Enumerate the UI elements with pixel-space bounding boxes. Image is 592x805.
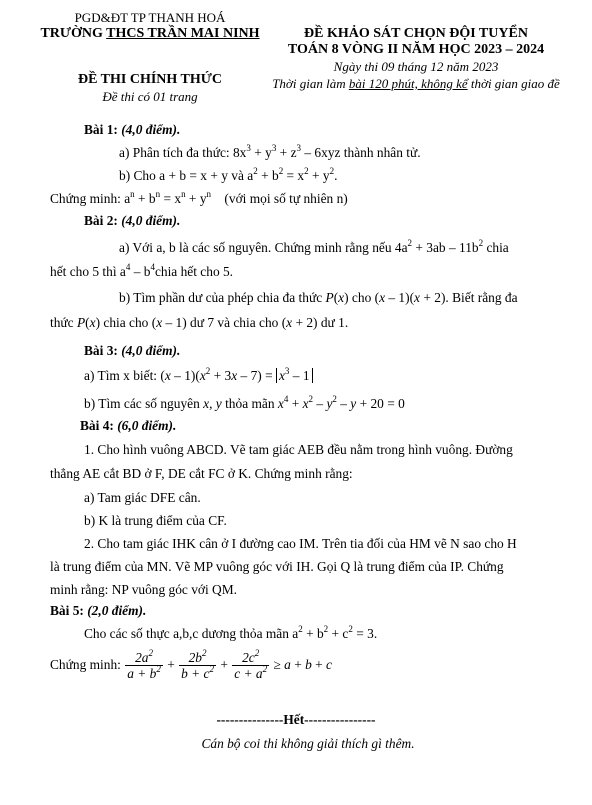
problem-1a-rest: thành nhân tử.	[340, 145, 421, 160]
problem-4-1-line1: 1. Cho hình vuông ABCD. Vẽ tam giác AEB đều nằm trong hình vuông. Đường	[84, 442, 513, 457]
exam-title: ĐỀ KHẢO SÁT CHỌN ĐỘI TUYỂN	[304, 26, 528, 41]
department-name: PGD&ĐT TP THANH HOÁ	[74, 10, 226, 25]
problem-2b-tail: . Biết rằng đa	[445, 290, 518, 305]
end-marker: ---------------Hết----------------	[216, 712, 376, 727]
problem-5-prove-text: Chứng minh:	[50, 657, 125, 672]
problem-2a-tail: chia	[483, 240, 509, 255]
problem-2a-line2-tail: chia hết cho 5.	[154, 264, 234, 279]
problem-4-heading	[80, 418, 176, 434]
problem-1b-text: b) Cho a + b = x + y và a	[119, 168, 254, 183]
problem-2a-line2: hết cho 5 thì $a^4$ – $b^4chia$ hết cho 5.	[50, 262, 234, 279]
problem-1-prove-text: Chứng minh: a	[50, 191, 131, 206]
problem-4-1b: b) K là trung điểm của CF.	[84, 513, 227, 528]
problem-1-prove-note: (với mọi số tự nhiên n)	[224, 191, 348, 206]
problem-5-heading	[50, 603, 146, 619]
problem-4-2-line3: minh rằng: NP vuông góc với QM.	[50, 582, 237, 597]
problem-1-score: (4,0 điểm).	[117, 122, 181, 137]
problem-5-prove: Chứng minh: $\frac{2a^2}{a + b^2}$ + $\frac{2b^2}{b + c^2}$ + $\frac{2c^2}{c + a^2}$ ≥ a + b + c	[50, 648, 332, 682]
time-suffix: thời gian giao đề	[467, 76, 560, 91]
problem-4-title: Bài 4:	[80, 418, 114, 433]
problem-5-given-text: Cho các số thực a,b,c dương thỏa mãn a	[84, 626, 299, 641]
page-count-note: Đề thi có 01 trang	[102, 89, 198, 104]
problem-2-title: Bài 2:	[84, 213, 118, 228]
problem-2-heading	[84, 213, 180, 229]
problem-4-1a: a) Tam giác DFE cân.	[84, 490, 201, 505]
problem-3b-tail: thỏa mãn	[221, 396, 278, 411]
time-prefix: Thời gian làm	[272, 76, 349, 91]
problem-2b-line2: thức P(x) chia cho (x – 1) dư 7 và chia cho (x + 2) dư 1.	[50, 315, 349, 330]
time-value: bài 120 phút, không kể	[348, 76, 468, 91]
problem-3a-text: a) Tìm x biết:	[84, 368, 161, 383]
problem-5-title: Bài 5:	[50, 603, 84, 618]
problem-2-score: (4,0 điểm).	[117, 213, 181, 228]
problem-3-score: (4,0 điểm).	[117, 343, 181, 358]
problem-1-prove: Chứng minh: $a^n + b^n = x^n + y^n$ (với mọi số tự nhiên n)	[50, 189, 348, 206]
problem-4-1-line2: thẳng AE cắt BD ở F, DE cắt FC ở K. Chứng minh rằng:	[50, 466, 353, 481]
problem-3b-text: b) Tìm các số nguyên	[84, 396, 204, 411]
problem-4-2-line1: 2. Cho tam giác IHK cân ở I đường cao IM. Trên tia đối của HM vẽ N sao cho H	[84, 536, 517, 551]
problem-1b: b) Cho a + b = x + y và $a^2 + b^2 = x^2 + y^2$.	[119, 166, 338, 183]
school-prefix: TRƯỜNG	[40, 26, 107, 41]
problem-2b-text: b) Tìm phần dư của phép chia đa thức	[119, 290, 326, 305]
problem-5-given: Cho các số thực a,b,c dương thỏa mãn $a^2 + b^2 + c^2 = 3$.	[84, 624, 378, 641]
problem-2b-line1: b) Tìm phần dư của phép chia đa thức P(x) cho (x – 1)(x + 2). Biết rằng đa	[119, 290, 518, 305]
fraction-1: $\frac{2a^2}{a + b^2}$	[127, 648, 161, 682]
problem-2b-line2-text: thức	[50, 315, 77, 330]
exam-date: Ngày thi 09 tháng 12 năm 2023	[333, 59, 499, 74]
problem-3-title: Bài 3:	[84, 343, 118, 358]
problem-2a-line1: a) Với a, b là các số nguyên. Chứng minh rằng nếu $4a^2 + 3ab - 11b^2$ chia	[119, 238, 509, 255]
fraction-2: $\frac{2b^2}{b + c^2}$	[181, 648, 214, 682]
problem-3-heading	[84, 343, 180, 359]
problem-3b: b) Tìm các số nguyên x, y thỏa mãn $x^4 + x^2 - y^2 - y + 20 = 0$	[84, 394, 405, 411]
problem-2a-line2-text: hết cho 5 thì a	[50, 264, 126, 279]
exam-subtitle: TOÁN 8 VÒNG II NĂM HỌC 2023 – 2024	[287, 42, 545, 57]
proctor-note: Cán bộ coi thi không giải thích gì thêm.	[201, 736, 415, 751]
problem-3a: a) Tìm x biết: $(x - 1)(x^2 + 3x - 7) = x^3 - 1$	[84, 368, 313, 384]
problem-4-score: (6,0 điểm).	[113, 418, 177, 433]
problem-1-heading	[84, 122, 180, 138]
fraction-3: $\frac{2c^2}{c + a^2}$	[234, 648, 268, 682]
problem-4-2-line2: là trung điểm của MN. Vẽ MP vuông góc với IH. Gọi Q là trung điểm của IP. Chứng	[50, 559, 504, 574]
problem-1-title: Bài 1:	[84, 122, 118, 137]
problem-1a: a) Phân tích đa thức: $8x^3 + y^3 + z^3 - 6xyz$ thành nhân tử.	[119, 143, 421, 160]
school-name-underlined: THCS TRẦN MAI NINH	[106, 26, 260, 41]
official-exam-label: ĐỀ THI CHÍNH THỨC	[77, 72, 223, 87]
problem-1a-text: a) Phân tích đa thức: 8x	[119, 145, 247, 160]
problem-2a-text: a) Với a, b là các số nguyên. Chứng minh rằng nếu 4a	[119, 240, 408, 255]
exam-duration	[240, 76, 592, 92]
problem-5-score: (2,0 điểm).	[83, 603, 147, 618]
problem-2b-line2-tail: dư 1.	[317, 315, 349, 330]
